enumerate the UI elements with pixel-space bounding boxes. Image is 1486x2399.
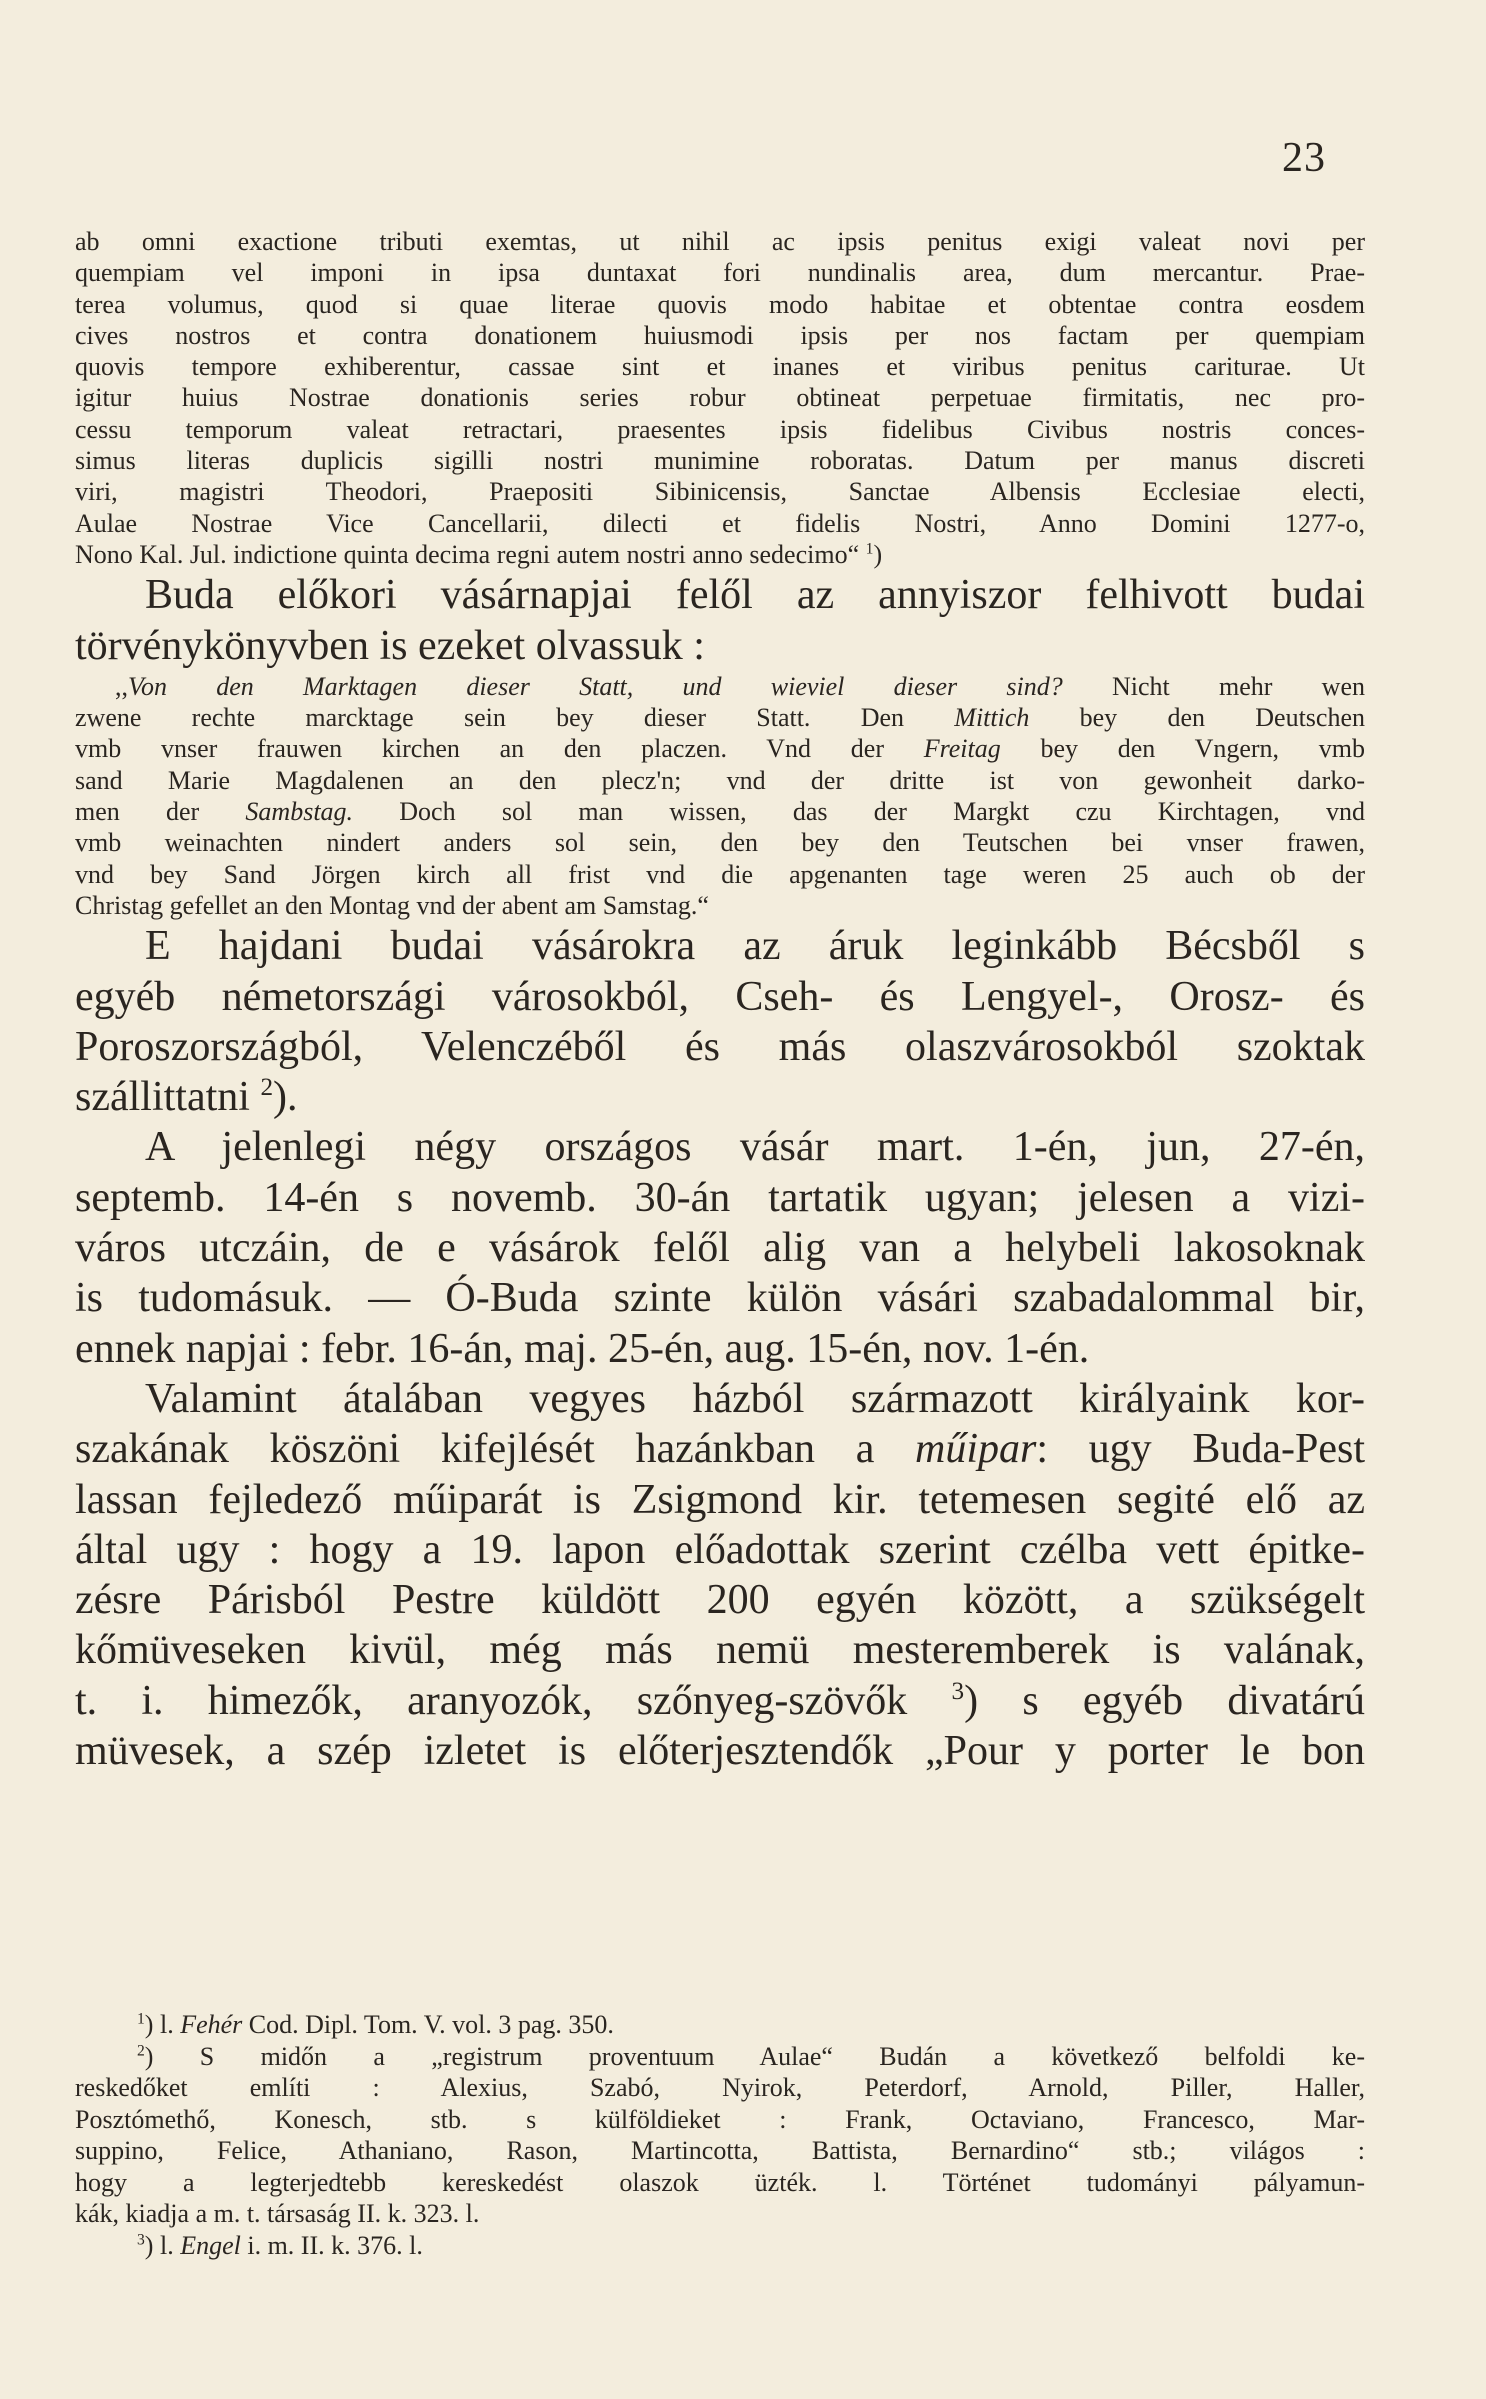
latin-line: cessu temporum valeat retractari, praesentes ipsis fidelibus Civibus nostris conces- [75,414,1365,444]
footnotes [75,2009,1365,2261]
latin-line: quempiam vel imponi in ipsa duntaxat fori nundinalis area, dum mercantur. Prae- [75,258,1365,288]
jelenlegi-line: város utczáin, de e vásárok felől alig van a helybeli lakosoknak [75,1225,1365,1272]
muipar-line: által ugy : hogy a 19. lapon előadottak szerint czélba vett épitke- [75,1526,1365,1573]
german-line: vnd bey Sand Jörgen kirch all frist vnd die apgenanten tage weren 25 auch ob der [75,859,1365,889]
jelenlegi-last-line: ennek napjai : febr. 16-án, maj. 25-én, aug. 15-én, nov. 1-én. [75,1325,1090,1372]
muipar-line: zésre Párisból Pestre küldött 200 egyén között, a szükségelt [75,1577,1365,1624]
intro-last-line: törvénykönyvben is ezeket olvassuk : [75,622,705,669]
footnote-2-line: hogy a legterjedtebb kereskedést olaszok üzték. l. Történet tudományi pályamun- [75,2167,1365,2197]
footnote-1: $^1$) l. Fehér Cod. Dipl. Tom. V. vol. 3 pag. 350. [137,2010,614,2039]
paragraph-vasarok [75,921,1365,1122]
jelenlegi-line: A jelenlegi négy országos vásár mart. 1-én, jun, 27-én, [145,1124,1365,1171]
latin-last-line: Nono Kal. Jul. indictione quinta decima regni autem nostri anno sedecimo“ $^1$) [75,539,883,569]
muipar-line-1: Valamint átalában vegyes házból származott királyaink kor- [145,1375,1365,1422]
footnote-3: $^3$) l. Engel i. m. II. k. 376. l. [137,2230,423,2260]
hungarian-intro [75,570,1365,671]
german-line-2: zwene rechte marcktage sein bey dieser Statt. Den Mittich bey den Deutschen [75,703,1365,733]
footnote-2-line: suppino, Felice, Athaniano, Rason, Martincotta, Battista, Bernardino“ stb.; világos : [75,2136,1365,2165]
muipar-line-7: t. i. himezők, aranyozók, szőnyeg-szövők $^3$) s egyéb divatárú [75,1677,1365,1724]
latin-line: igitur huius Nostrae donationis series robur obtineat perpetuae firmitatis, nec pro- [75,383,1365,413]
vasarok-line: E hajdani budai vásárokra az áruk leginkább Bécsből s [145,923,1365,970]
latin-line: simus literas duplicis sigilli nostri munimine roboratas. Datum per manus discreti [75,446,1365,476]
jelenlegi-line: septemb. 14-én s novemb. 30-án tartatik ugyan; jelesen a vizi- [75,1174,1365,1221]
german-line-1: ,,Von den Marktagen dieser Statt, und wieviel dieser sind? Nicht mehr wen [115,671,1365,701]
vasarok-last-line: szállittatni $^2$). [75,1074,298,1121]
muipar-line: kőmüveseken kivül, még más nemü mesteremberek is valának, [75,1627,1365,1674]
german-last-line: Christag gefellet an den Montag vnd der abent am Samstag.“ [75,890,709,920]
latin-line: ab omni exactione tributi exemtas, ut nihil ac ipsis penitus exigi valeat novi per [75,227,1365,256]
muipar-line-8: müvesek, a szép izletet is előterjesztendők „Pour y porter le bon [75,1727,1365,1774]
muipar-line: lassan fejledező műiparát is Zsigmond kir. tetemesen segité elő az [75,1476,1365,1523]
german-law-quote [75,671,1365,921]
footnote-ref-1: 1 [865,540,874,558]
german-line-4: sand Marie Magdalenen an den plecz'n; vnd der dritte ist von gewonheit darko- [75,765,1365,795]
paragraph-muipar [75,1374,1365,1776]
german-line: vmb weinachten nindert anders sol sein, den bey den Teutschen bei vnser frawen, [75,828,1365,858]
footnote-2: $^2$) S midőn a „registrum proventuum Aulae“ Budán a következő belfoldi ke- reskedőket említi : Alexius, Szabó, Nyirok, Peterdorf, Arnold, Piller, Haller, Posztómethő, Konesch, stb. s külföldieket : Frank, Octaviano, Francesco, Mar- suppino, Felice, Athaniano, Rason, Martincotta, Battista, Bernardino“ stb.; világos : hogy a legterjedtebb kereskedést olaszok üzték. l. Történet tudományi pályamun- kák, kiadja a m. t. társaság II. k. 323. l. [75,2041,1365,2228]
german-line-3: vmb vnser frauwen kirchen an den placzen. Vnd der Freitag bey den Vngern, vmb [75,734,1366,764]
footnote-ref-2: 2 [260,1074,274,1102]
vasarok-line: egyéb németországi városokból, Cseh- és Lengyel-, Orosz- és [75,973,1365,1020]
footnote-2-line: reskedőket említi : Alexius, Szabó, Nyirok, Peterdorf, Arnold, Piller, Haller, [75,2073,1365,2102]
german-line-5: men der Sambstag. Doch sol man wissen, das der Margkt czu Kirchtagen, vnd [75,797,1366,827]
latin-line: terea volumus, quod si quae literae quovis modo habitae et obtentae contra eosdem [75,289,1365,319]
main-text [75,226,1365,1776]
footnote-ref-3: 3 [951,1677,965,1705]
latin-charter-quote [75,226,1365,570]
page-number: 23 [1282,135,1326,181]
footnote-2-line: Posztómethő, Konesch, stb. s külföldieket : Frank, Octaviano, Francesco, Mar- [75,2104,1365,2134]
jelenlegi-line: is tudomásuk. — Ó-Buda szinte külön vásári szabadalommal bir, [75,1275,1365,1322]
latin-line: cives nostros et contra donationem huiusmodi ipsis per nos factam per quempiam [75,320,1365,350]
latin-line: Aulae Nostrae Vice Cancellarii, dilecti et fidelis Nostri, Anno Domini 1277-o, [75,508,1365,538]
vasarok-line: Poroszországból, Velenczéből és más olaszvárosokból szoktak [75,1023,1365,1070]
latin-line: viri, magistri Theodori, Praepositi Sibinicensis, Sanctae Albensis Ecclesiae electi, [75,477,1365,507]
latin-line: quovis tempore exhiberentur, cassae sint et inanes et viribus penitus cariturae. Ut [75,352,1365,382]
paragraph-jelenlegi [75,1122,1365,1373]
intro-line: Buda előkori vásárnapjai felől az annyiszor felhivott budai [145,572,1365,619]
muipar-line-2: szakának köszöni kifejlését hazánkban a műipar: ugy Buda-Pest [75,1426,1365,1473]
